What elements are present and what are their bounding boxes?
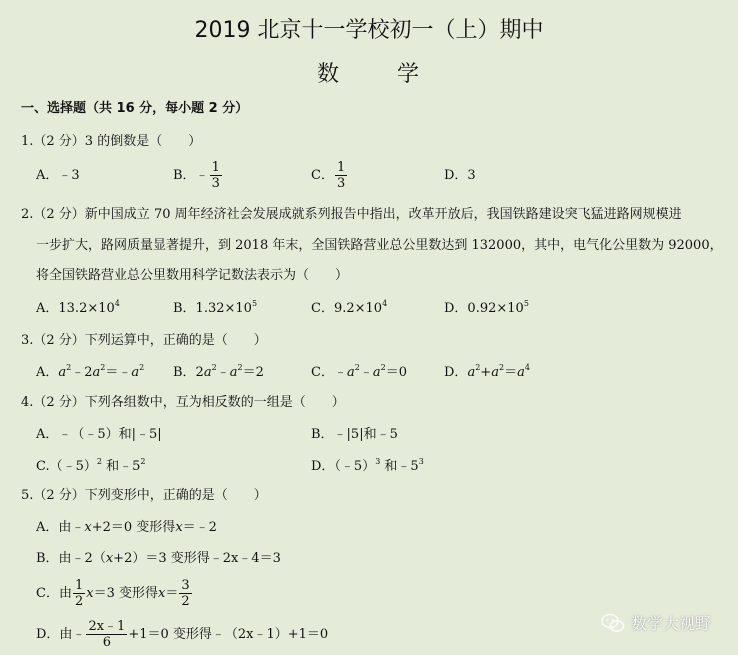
q3-d-t2: + — [480, 365, 492, 380]
q3-a-var1: a — [58, 365, 67, 380]
q3-a-exp3: 2 — [139, 363, 145, 372]
q5-d-t2: +1＝0 变形得﹣（2x﹣1）+1＝0 — [128, 626, 329, 642]
q1-c-denominator: 3 — [336, 175, 346, 191]
q3-d-exp3: 4 — [524, 363, 530, 372]
q5-b-t1: B．由﹣2（ — [36, 551, 106, 566]
q2-d-base: D．0.92×10 — [444, 301, 524, 316]
q5-c-fraction-2 — [179, 578, 191, 609]
q5-a-t1: A．由﹣ — [36, 520, 85, 535]
question-5-option-a — [36, 521, 217, 534]
question-3-option-a — [36, 363, 145, 380]
question-2-option-b — [173, 299, 258, 316]
q3-a-var2: a — [92, 365, 101, 380]
q5-c-den2: 2 — [181, 593, 190, 609]
question-3-option-b — [173, 363, 264, 380]
q2-a-exponent: 4 — [114, 299, 120, 308]
q5-d-t1: D．由﹣ — [36, 626, 86, 642]
question-2-stem-line-1: 2.（2 分）新中国成立 70 周年经济社会发展成就系列报告中指出，改革开放后，我国铁路建设突飞猛进路网规模进 — [21, 207, 682, 222]
question-1-option-d: D．3 — [444, 168, 476, 183]
question-4-stem: 4.（2 分）下列各组数中，互为相反数的一组是（ ） — [21, 395, 345, 410]
question-5-option-b — [36, 552, 281, 565]
q1-b-prefix: B．﹣ — [173, 167, 209, 183]
question-1-option-c — [311, 160, 348, 190]
q5-c-t3: ＝ — [165, 585, 179, 601]
watermark-text: 数学大视野 — [631, 614, 712, 633]
subject-char-2: 学 — [397, 62, 422, 87]
q2-c-base: C．9.2×10 — [311, 301, 383, 316]
q4-d-exp1: 3 — [375, 457, 381, 466]
q4-d-exp2: 3 — [418, 457, 424, 466]
q3-b-var2: a — [229, 365, 238, 380]
q3-a-t1: A． — [36, 365, 59, 380]
q5-c-num2: 3 — [181, 577, 190, 593]
q1-b-denominator: 3 — [211, 175, 220, 191]
q2-c-exponent: 4 — [382, 299, 388, 308]
q5-d-fraction — [86, 619, 127, 650]
q5-c-num1: 1 — [74, 577, 84, 593]
q3-d-var3: a — [517, 365, 525, 380]
q1-c-prefix: C． — [311, 167, 334, 183]
q1-c-fraction — [335, 160, 347, 191]
q1-c-numerator: 1 — [336, 159, 346, 175]
q3-c-var2: a — [372, 365, 381, 380]
q5-d-numerator: 2x﹣1 — [88, 618, 126, 634]
q5-c-fraction-1 — [73, 578, 85, 609]
q3-a-t3: ＝﹣ — [105, 365, 132, 380]
q3-c-t1: C．﹣ — [311, 365, 347, 380]
q3-a-var3: a — [131, 365, 140, 380]
q3-b-t1: B．2 — [173, 365, 204, 380]
q3-b-exp2: 2 — [237, 363, 243, 372]
watermark — [601, 611, 711, 634]
q3-b-var1: a — [203, 365, 212, 380]
q3-a-exp2: 2 — [100, 363, 106, 372]
question-4-option-b: B．﹣|5|和﹣5 — [311, 427, 398, 442]
question-4-option-d — [311, 457, 424, 474]
q5-c-var2: x — [157, 585, 166, 601]
q5-c-var1: x — [86, 585, 94, 601]
q5-d-denominator: 6 — [102, 634, 112, 650]
q3-c-t3: ＝0 — [385, 365, 407, 380]
q5-a-t3: ＝﹣2 — [182, 520, 217, 535]
q3-d-t3: ＝ — [504, 365, 518, 380]
q5-b-t2: +2）＝3 变形得﹣2x﹣4＝3 — [113, 551, 281, 566]
q2-b-exponent: 5 — [251, 299, 258, 308]
q5-c-den1: 2 — [74, 593, 84, 609]
q3-b-t3: ＝2 — [242, 365, 264, 380]
q3-d-t1: D． — [444, 365, 468, 380]
question-2-option-a — [36, 299, 120, 316]
question-4-option-a: A．﹣（﹣5）和|﹣5| — [36, 427, 162, 442]
question-2-stem-line-3: 将全国铁路营业总公里数用科学记数法表示为（ ） — [36, 268, 349, 283]
q3-a-t2: ﹣2 — [71, 365, 93, 380]
q5-c-t1: C．由 — [36, 585, 72, 601]
q3-c-exp2: 2 — [380, 363, 386, 372]
question-3-option-c — [311, 363, 407, 380]
q4-c-t1: C.（﹣5） — [36, 459, 97, 474]
q3-c-exp1: 2 — [354, 363, 360, 372]
q1-b-numerator: 1 — [211, 159, 220, 175]
question-4-option-c — [36, 457, 146, 474]
question-5-option-d — [36, 617, 328, 651]
q4-d-t2: 和﹣5 — [380, 459, 419, 474]
question-5-stem: 5.（2 分）下列变形中，正确的是（ ） — [21, 488, 267, 503]
q5-b-var1: x — [105, 551, 114, 566]
question-3-option-d — [444, 363, 530, 380]
question-2-option-c — [311, 299, 388, 316]
q3-d-exp2: 2 — [498, 363, 505, 372]
q3-c-var1: a — [346, 365, 355, 380]
q5-a-var2: x — [175, 520, 183, 535]
q4-c-exp2: 2 — [140, 457, 146, 466]
q4-c-exp1: 2 — [96, 457, 102, 466]
q5-a-t2: +2＝0 变形得 — [91, 520, 176, 535]
question-1-option-b — [173, 160, 223, 190]
q3-d-var1: a — [467, 365, 476, 380]
question-1-option-a: A．﹣3 — [36, 168, 80, 183]
question-1-stem: 1.（2 分）3 的倒数是（ ） — [21, 134, 202, 149]
question-3-stem: 3.（2 分）下列运算中，正确的是（ ） — [21, 333, 267, 348]
q3-d-exp1: 2 — [475, 363, 481, 372]
subject-char-1: 数 — [316, 62, 341, 87]
q1-b-fraction — [210, 160, 222, 191]
exam-title: 2019 北京十一学校初一（上）期中 — [194, 18, 544, 43]
q2-d-exponent: 5 — [523, 299, 529, 308]
q5-c-t2: ＝3 变形得 — [93, 585, 158, 601]
q5-a-var1: x — [84, 520, 92, 535]
q2-a-base: A．13.2×10 — [36, 301, 115, 316]
subject-heading — [0, 64, 738, 86]
q3-c-t2: ﹣ — [359, 365, 373, 380]
q3-b-t2: ﹣ — [216, 365, 230, 380]
q3-b-exp1: 2 — [211, 363, 217, 372]
question-5-option-c — [36, 577, 193, 609]
q2-b-base: B．1.32×10 — [173, 301, 252, 316]
question-2-stem-line-2: 一步扩大，路网质量显著提升，到 2018 年末，全国铁路营业总公里数达到 132000，其中，电气化公里数为 92000， — [36, 238, 723, 253]
q4-d-t1: D．（﹣5） — [311, 459, 376, 474]
q4-c-t2: 和﹣5 — [101, 459, 141, 474]
wechat-icon — [601, 613, 625, 633]
section-heading: 一、选择题（共 16 分，每小题 2 分） — [21, 101, 249, 116]
q3-d-var2: a — [491, 365, 499, 380]
question-2-option-d — [444, 299, 529, 316]
q3-a-exp1: 2 — [66, 363, 72, 372]
